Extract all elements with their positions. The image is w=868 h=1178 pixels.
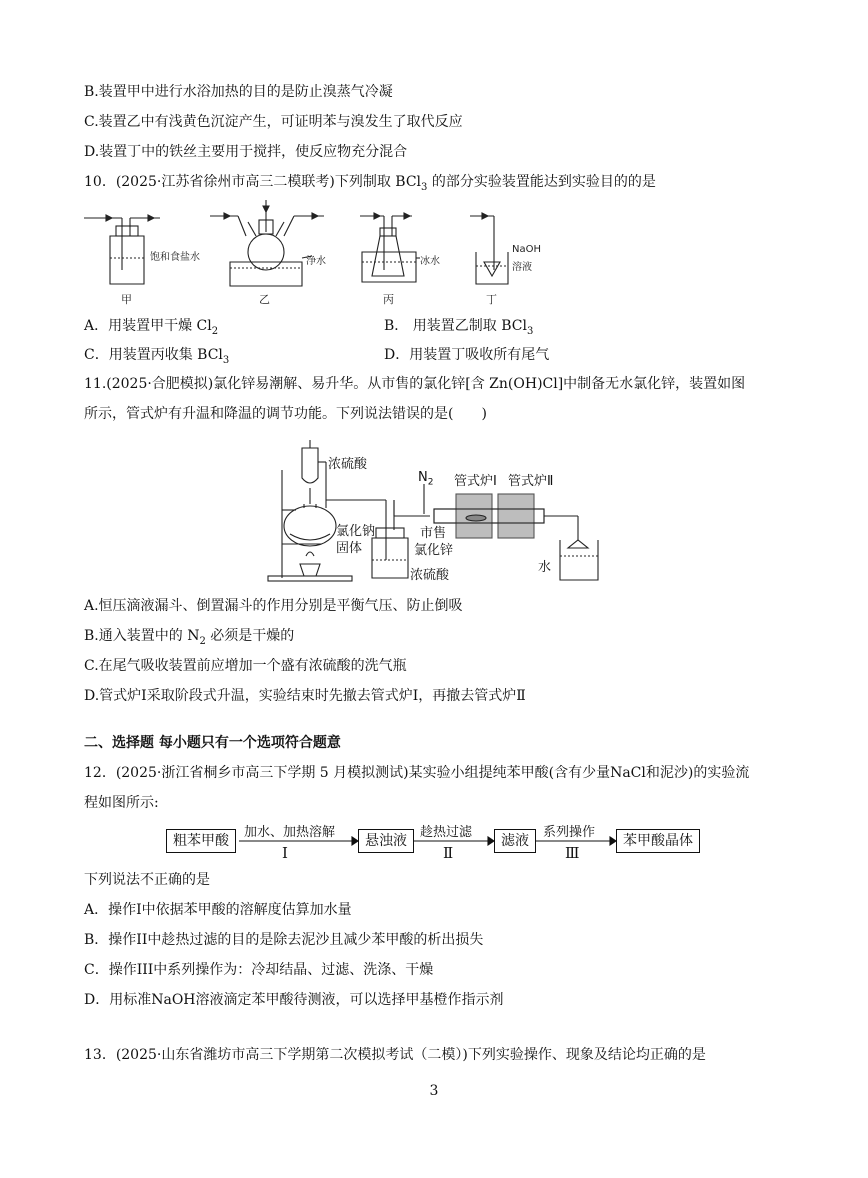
flow-step1-label: 加水、加热溶解 xyxy=(244,825,336,840)
label-furnace-2: 管式炉Ⅱ xyxy=(508,474,554,489)
caption-jia: 甲 xyxy=(121,293,132,306)
label-saturated-brine: 饱和食盐水 xyxy=(150,252,200,263)
flow-box-benzoic-acid-crystal: 苯甲酸晶体 xyxy=(616,829,700,853)
flow-step2-label: 趁热过滤 xyxy=(420,825,473,840)
q13-stem: 13．(2025·山东省潍坊市高三下学期第二次模拟考试（二模）)下列实验操作、现象及结论均正确的是 xyxy=(84,1047,706,1063)
label-solid: 固体 xyxy=(336,541,363,556)
caption-ding: 丁 xyxy=(486,293,497,306)
q11-option-c: C.在尾气吸收装置前应增加一个盛有浓硫酸的洗气瓶 xyxy=(84,658,407,674)
q9-option-d: D.装置丁中的铁丝主要用于搅拌，使反应物充分混合 xyxy=(84,144,408,160)
flow-step3-roman: Ⅲ xyxy=(565,844,580,862)
q11-option-a: A.恒压滴液漏斗、倒置漏斗的作用分别是平衡气压、防止倒吸 xyxy=(84,598,463,614)
q11-option-b: B.通入装置中的 $N_2$ 必须是干燥的 xyxy=(84,628,295,647)
q10-option-a: A．用装置甲干燥 $Cl_2$ xyxy=(84,318,219,337)
q10-option-c: C．用装置丙收集 BCl$_3$ xyxy=(84,347,230,366)
flow-step3-label: 系列操作 xyxy=(543,825,596,840)
section-2-title: 二、选择题 每小题只有一个选项符合题意 xyxy=(84,735,341,751)
q12-option-c: C．操作III中系列操作为：冷却结晶、过滤、洗涤、干燥 xyxy=(84,962,434,978)
label-furnace-1: 管式炉Ⅰ xyxy=(454,474,497,489)
label-ice-water: 冰水 xyxy=(420,256,440,267)
label-solution: 溶液 xyxy=(512,262,532,273)
q12-option-d: D．用标准NaOH溶液滴定苯甲酸待测液，可以选择甲基橙作指示剂 xyxy=(84,992,504,1008)
flow-box-crude-benzoic-acid: 粗苯甲酸 xyxy=(166,829,236,853)
q9-option-b: B.装置甲中进行水浴加热的目的是防止溴蒸气冷凝 xyxy=(84,84,393,100)
q12-stem-line1: 12．(2025·浙江省桐乡市高三下学期 5 月模拟测试)某实验小组提纯苯甲酸(含有少量NaCl和泥沙)的实验流 xyxy=(84,765,750,781)
flow-step1-roman: Ⅰ xyxy=(282,844,288,862)
caption-yi: 乙 xyxy=(259,293,270,306)
flow-box-filtrate: 滤液 xyxy=(494,829,536,853)
label-zncl2: 氯化锌 xyxy=(414,543,454,558)
label-nacl: 氯化钠 xyxy=(336,524,376,539)
q12-option-a: A．操作I中依据苯甲酸的溶解度估算加水量 xyxy=(84,902,352,918)
label-water: 水 xyxy=(538,560,552,575)
label-conc-h2so4-bottle: 浓硫酸 xyxy=(410,568,450,583)
q12-ask: 下列说法不正确的是 xyxy=(84,872,210,888)
q12-option-b: B．操作II中趁热过滤的目的是除去泥沙且减少苯甲酸的析出损失 xyxy=(84,932,484,948)
label-n2: $N_2$ xyxy=(418,470,434,488)
q10-stem: 10．(2025·江苏省徐州市高三二模联考)下列制取 BCl$_3$ 的部分实验装置能达到实验目的的是 xyxy=(84,174,656,193)
q10-option-b: B． 用装置乙制取 BCl$_3$ xyxy=(384,318,534,337)
q11-stem-line1: 11.(2025·合肥模拟)氯化锌易潮解、易升华。从市售的氯化锌[含 Zn(OH)Cl]中制备无水氯化锌，装置如图 xyxy=(84,376,746,392)
q11-option-d: D.管式炉Ⅰ采取阶段式升温，实验结束时先撤去管式炉Ⅰ，再撤去管式炉Ⅱ xyxy=(84,688,526,704)
q12-stem-line2: 程如图所示: xyxy=(84,795,159,811)
flow-box-suspension: 悬浊液 xyxy=(358,829,414,853)
label-water-bath: 浄水 xyxy=(306,256,326,267)
label-naoh: NaOH xyxy=(512,244,541,255)
flow-step2-roman: Ⅱ xyxy=(443,844,454,862)
page-number: 3 xyxy=(429,1083,439,1099)
caption-bing: 丙 xyxy=(383,293,394,306)
q10-option-d: D．用装置丁吸收所有尾气 xyxy=(384,347,550,363)
label-conc-h2so4-funnel: 浓硫酸 xyxy=(328,457,368,472)
q9-option-c: C.装置乙中有浅黄色沉淀产生，可证明苯与溴发生了取代反应 xyxy=(84,114,463,130)
label-market: 市售 xyxy=(420,526,447,541)
q11-stem-line2: 所示，管式炉有升温和降温的调节功能。下列说法错误的是( ) xyxy=(84,406,487,422)
